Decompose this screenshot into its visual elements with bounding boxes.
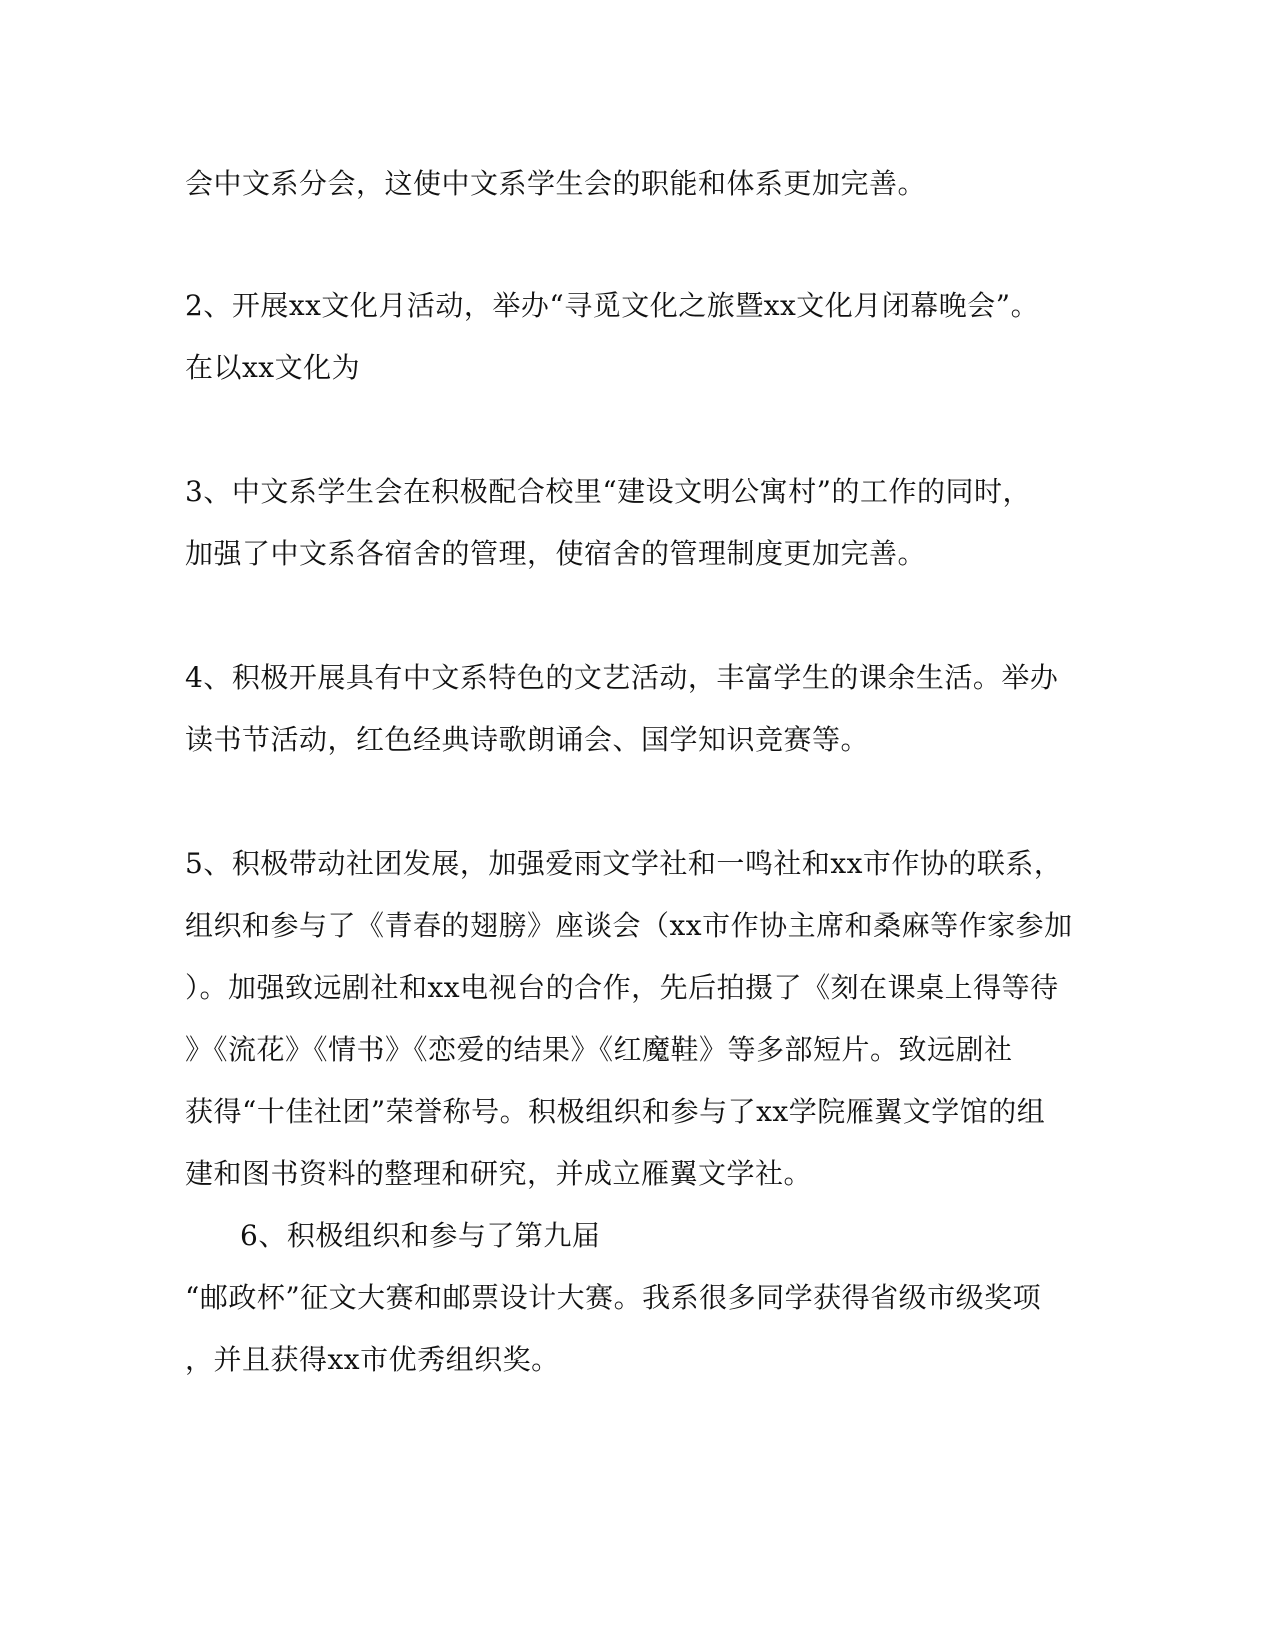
text-line: 组织和参与了《青春的翅膀》座谈会（xx市作协主席和桑麻等作家参加 bbox=[185, 909, 1073, 942]
text-line: ，并且获得xx市优秀组织奖。 bbox=[185, 1343, 560, 1376]
text-line: 建和图书资料的整理和研究，并成立雁翼文学社。 bbox=[185, 1157, 813, 1190]
text-line: 在以xx文化为 bbox=[185, 351, 361, 384]
text-line: 3、中文系学生会在积极配合校里“建设文明公寓村”的工作的同时， bbox=[185, 475, 1031, 508]
text-line: 会中文系分会，这使中文系学生会的职能和体系更加完善。 bbox=[185, 167, 927, 200]
text-line: 2、开展xx文化月活动，举办“寻觅文化之旅暨xx文化月闭幕晚会”。 bbox=[185, 289, 1040, 322]
text-line: “邮政杯”征文大赛和邮票设计大赛。我系很多同学获得省级市级奖项 bbox=[185, 1281, 1042, 1314]
text-line: 》《流花》《情书》《恋爱的结果》《红魔鞋》等多部短片。致远剧社 bbox=[185, 1033, 1013, 1066]
text-line: 加强了中文系各宿舍的管理，使宿舍的管理制度更加完善。 bbox=[185, 537, 927, 570]
text-line: ）。加强致远剧社和xx电视台的合作，先后拍摄了《刻在课桌上得等待 bbox=[185, 971, 1059, 1004]
text-line: 6、积极组织和参与了第九届 bbox=[240, 1219, 601, 1252]
text-line: 获得“十佳社团”荣誉称号。积极组织和参与了xx学院雁翼文学馆的组 bbox=[185, 1095, 1046, 1128]
text-line: 5、积极带动社团发展，加强爱雨文学社和一鸣社和xx市作协的联系， bbox=[185, 847, 1063, 880]
text-line: 4、积极开展具有中文系特色的文艺活动，丰富学生的课余生活。举办 bbox=[185, 661, 1059, 694]
text-line: 读书节活动，红色经典诗歌朗诵会、国学知识竞赛等。 bbox=[185, 723, 870, 756]
